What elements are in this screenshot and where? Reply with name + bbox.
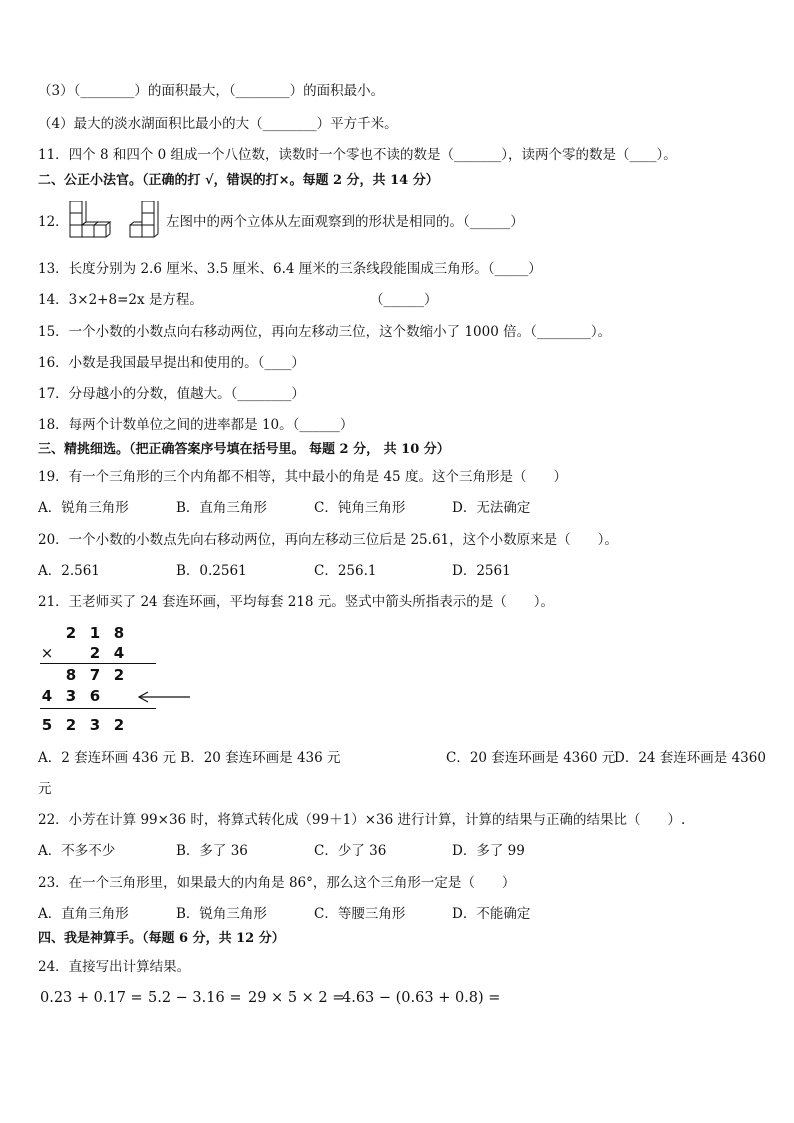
- digit: 2: [65, 624, 77, 642]
- question-12-number: 12．: [38, 214, 69, 230]
- section-3-heading: 三、精挑细选。（把正确答案序号填在括号里。 每题 2 分， 共 10 分）: [38, 442, 450, 457]
- digit: 3: [65, 687, 77, 705]
- question-11: 11．四个 8 和四个 0 组成一个八位数，读数时一个零也不读的数是（_______），读两个零的数是（____）。: [38, 147, 677, 163]
- question-18: 18．每两个计数单位之间的进率都是 10。（______）: [38, 417, 354, 433]
- question-24: 24．直接写出计算结果。: [38, 959, 191, 975]
- option-d[interactable]: D．2561: [452, 563, 511, 579]
- question-21: 21．王老师买了 24 套连环画，平均每套 218 元。竖式中箭头所指表示的是（ ）。: [38, 594, 555, 610]
- digit: 2: [65, 716, 77, 734]
- option-d[interactable]: D．24 套连环画是 4360: [614, 750, 766, 766]
- option-a[interactable]: A．不多不少: [38, 843, 116, 859]
- digit: 5: [41, 716, 53, 734]
- option-a-b[interactable]: A．2 套连环画 436 元 B．20 套连环画是 436 元: [38, 750, 341, 766]
- option-b[interactable]: B．锐角三角形: [176, 906, 267, 922]
- option-b[interactable]: B．多了 36: [176, 843, 248, 859]
- digit: 1: [89, 624, 101, 642]
- math-expression: 4.63 − (0.63 + 0.8) =: [342, 990, 501, 1006]
- digit: 7: [89, 666, 101, 684]
- digit: 2: [89, 644, 101, 662]
- digit: 8: [113, 624, 125, 642]
- option-c[interactable]: C．20 套连环画是 4360 元: [446, 750, 616, 766]
- line-q3: （3）（________）的面积最大，（________）的面积最小。: [38, 83, 385, 99]
- digit: 3: [89, 716, 101, 734]
- option-c[interactable]: C．256.1: [314, 563, 377, 579]
- question-21-options-wrap: 元: [38, 781, 52, 797]
- question-23: 23．在一个三角形里，如果最大的内角是 86°，那么这个三角形一定是（ ）: [38, 875, 516, 891]
- option-c[interactable]: C．钝角三角形: [314, 500, 406, 516]
- option-c[interactable]: C．等腰三角形: [314, 906, 406, 922]
- question-22: 22．小芳在计算 99×36 时，将算式转化成（99＋1）×36 进行计算，计算的结果与正确的结果比（ ）.: [38, 812, 686, 828]
- digit: 2: [113, 716, 125, 734]
- digit: 8: [65, 666, 77, 684]
- digit: 4: [41, 687, 53, 705]
- question-19: 19．有一个三角形的三个内角都不相等，其中最小的角是 45 度。这个三角形是（ ）: [38, 469, 567, 485]
- question-15: 15．一个小数的小数点向右移动两位，再向左移动三位，这个数缩小了 1000 倍。（________）。: [38, 324, 612, 340]
- digit: 4: [113, 644, 125, 662]
- option-b[interactable]: B．直角三角形: [176, 500, 267, 516]
- question-20: 20．一个小数的小数点先向右移动两位，再向左移动三位后是 25.61，这个小数原来是（ ）。: [38, 532, 618, 548]
- rule-line: [40, 708, 156, 709]
- option-a[interactable]: A．锐角三角形: [38, 500, 129, 516]
- question-12-text: 左图中的两个立体从左面观察到的形状是相同的。（______）: [166, 214, 524, 230]
- option-d[interactable]: D．不能确定: [452, 906, 531, 922]
- option-b[interactable]: B．0.2561: [176, 563, 247, 579]
- math-expression: 29 × 5 × 2 =: [248, 990, 345, 1006]
- math-expression: 0.23 + 0.17 =: [40, 990, 143, 1006]
- option-a[interactable]: A．2.561: [38, 563, 100, 579]
- times-sign: ×: [40, 644, 54, 662]
- vertical-multiplication: [40, 624, 200, 739]
- digit: 6: [89, 687, 101, 705]
- option-c[interactable]: C．少了 36: [314, 843, 387, 859]
- section-4-heading: 四、我是神算手。（每题 6 分，共 12 分）: [38, 931, 285, 946]
- option-d[interactable]: D．无法确定: [452, 500, 531, 516]
- rule-line: [40, 663, 156, 664]
- question-14: 14．3×2+8=2x 是方程。: [38, 292, 203, 308]
- arrow-left-icon: [136, 690, 192, 704]
- question-14-blank: （______）: [370, 292, 438, 308]
- digit: 2: [113, 666, 125, 684]
- math-expression: 5.2 − 3.16 =: [148, 990, 242, 1006]
- line-q4: （4）最大的淡水湖面积比最小的大（________）平方千米。: [38, 116, 398, 132]
- question-17: 17．分母越小的分数，值越大。（________）: [38, 386, 305, 402]
- question-13: 13．长度分别为 2.6 厘米、3.5 厘米、6.4 厘米的三条线段能围成三角形。（_____）: [38, 261, 542, 277]
- option-a[interactable]: A．直角三角形: [38, 906, 129, 922]
- section-2-heading: 二、公正小法官。（正确的打 √，错误的打×。每题 2 分，共 14 分）: [38, 173, 439, 188]
- cube-figures-image: [68, 201, 168, 241]
- option-d[interactable]: D．多了 99: [452, 843, 525, 859]
- question-16: 16．小数是我国最早提出和使用的。（____）: [38, 355, 305, 371]
